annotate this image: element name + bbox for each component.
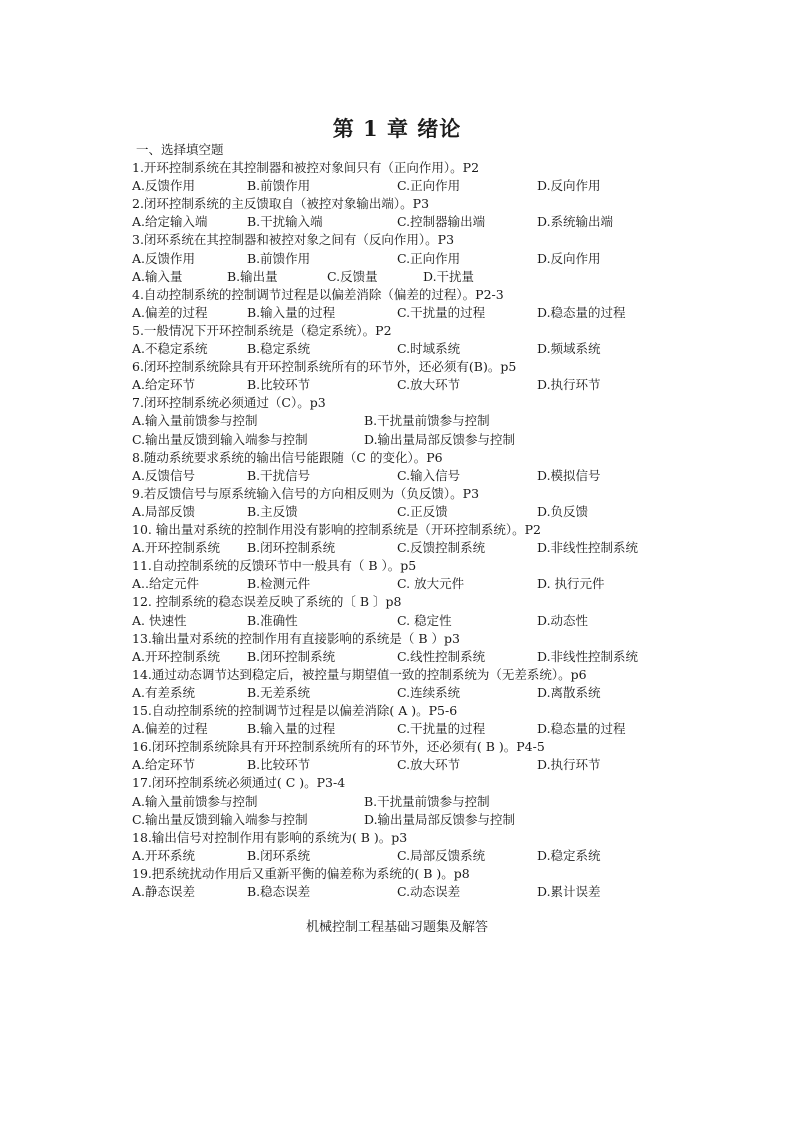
option-d: D.执行环节 xyxy=(537,757,601,773)
question-text: 7.闭环控制系统必须通过（C）。p3 xyxy=(132,395,326,411)
option-b: B.闭环控制系统 xyxy=(247,648,336,664)
option-b: B.比较环节 xyxy=(247,377,311,393)
section-heading: 一、选择填空题 xyxy=(136,142,224,157)
option-c: C.连续系统 xyxy=(397,684,461,700)
option-c: C.干扰量的过程 xyxy=(397,304,486,320)
question-text: 8.随动系统要求系统的输出信号能跟随（C 的变化）。P6 xyxy=(132,449,443,465)
question-text: 5.一般情况下开环控制系统是（稳定系统）。P2 xyxy=(132,322,392,338)
option-d: D.非线性控制系统 xyxy=(537,648,639,664)
option-c: C.正向作用 xyxy=(397,178,461,194)
option-c: C.局部反馈系统 xyxy=(397,847,486,863)
question-text: 1.开环控制系统在其控制器和被控对象间只有（正向作用）。P2 xyxy=(132,160,480,175)
option-c: C.反馈量 xyxy=(327,268,378,284)
option-b: B.输入量的过程 xyxy=(247,304,336,320)
option-c: C.正反馈 xyxy=(397,503,448,519)
option-a: A.偏差的过程 xyxy=(132,304,208,320)
option-d: D.稳定系统 xyxy=(537,847,601,863)
option-c: C.正向作用 xyxy=(397,250,461,266)
option-b: B.准确性 xyxy=(247,612,298,628)
option-b: B.主反馈 xyxy=(247,503,298,519)
option-c: C. 放大元件 xyxy=(397,576,465,592)
option-b: B.检测元件 xyxy=(247,576,311,592)
option-b: D.输出量局部反馈参与控制 xyxy=(364,431,516,447)
question-text: 3.闭环系统在其控制器和被控对象之间有（反向作用）。P3 xyxy=(132,232,455,248)
option-b: B.前馈作用 xyxy=(247,178,311,194)
option-c: C. 稳定性 xyxy=(397,612,452,628)
option-a: A.反馈信号 xyxy=(132,467,196,483)
option-a: A.反馈作用 xyxy=(132,178,196,194)
question-text: 9.若反馈信号与原系统输入信号的方向相反则为（负反馈）。P3 xyxy=(132,485,480,501)
question-text: 15.自动控制系统的控制调节过程是以偏差消除( A )。P5-6 xyxy=(132,703,458,718)
question-text: 12. 控制系统的稳态误差反映了系统的〔 B 〕p8 xyxy=(132,594,402,610)
option-c: C.控制器输出端 xyxy=(397,214,486,230)
question-text: 16.闭环控制系统除具有开环控制系统所有的环节外，还必须有( B )。P4-5 xyxy=(132,739,545,755)
option-a: A.开环系统 xyxy=(132,847,196,863)
option-c: C.线性控制系统 xyxy=(397,648,486,664)
question-text: 4.自动控制系统的控制调节过程是以偏差消除（偏差的过程）。P2-3 xyxy=(132,286,504,302)
option-a: C.输出量反馈到输入端参与控制 xyxy=(132,811,308,827)
option-a: A.偏差的过程 xyxy=(132,721,208,737)
question-text: 11.自动控制系统的反馈环节中一般具有（ B ）。p5 xyxy=(132,558,417,574)
option-d: D.非线性控制系统 xyxy=(537,540,639,556)
option-a: A.输入量前馈参与控制 xyxy=(132,793,258,809)
question-text: 14.通过动态调节达到稳定后，被控量与期望值一致的控制系统为（无差系统）。p6 xyxy=(132,666,587,682)
option-b: B.稳态误差 xyxy=(247,884,311,899)
option-b: B.闭环系统 xyxy=(247,847,311,863)
question-text: 17.闭环控制系统必须通过( C )。P3-4 xyxy=(132,775,346,791)
option-b: B.输出量 xyxy=(227,268,278,284)
option-b: B.干扰信号 xyxy=(247,467,311,483)
option-b: B.稳定系统 xyxy=(247,341,311,356)
option-d: D.稳态量的过程 xyxy=(537,721,626,737)
option-d: D.频域系统 xyxy=(537,341,601,356)
option-a: A.开环控制系统 xyxy=(132,648,221,664)
option-b: B.比较环节 xyxy=(247,757,311,773)
footer-caption: 机械控制工程基础习题集及解答 xyxy=(305,920,488,935)
option-c: C.时域系统 xyxy=(397,341,461,356)
option-b: B.干扰量前馈参与控制 xyxy=(364,413,490,429)
option-a: C.输出量反馈到输入端参与控制 xyxy=(132,431,308,447)
option-d: D.反向作用 xyxy=(537,178,601,194)
option-b: B.无差系统 xyxy=(247,684,311,700)
option-c: C.干扰量的过程 xyxy=(397,721,486,737)
option-b: B.干扰量前馈参与控制 xyxy=(364,793,490,809)
option-a: A.静态误差 xyxy=(132,884,196,899)
option-d: D.干扰量 xyxy=(423,268,475,284)
option-a: A.有差系统 xyxy=(132,684,196,700)
option-a: A.给定环节 xyxy=(132,377,196,393)
option-c: C.动态误差 xyxy=(397,884,461,899)
option-a: A.输入量前馈参与控制 xyxy=(132,413,258,429)
question-text: 19.把系统扰动作用后又重新平衡的偏差称为系统的( B )。p8 xyxy=(132,865,470,881)
question-text: 2.闭环控制系统的主反馈取自（被控对象输出端）。P3 xyxy=(132,196,430,212)
option-d: D.离散系统 xyxy=(537,684,601,700)
question-text: 18.输出信号对控制作用有影响的系统为( B )。p3 xyxy=(132,829,408,845)
option-c: C.输入信号 xyxy=(397,467,461,483)
option-d: D.模拟信号 xyxy=(537,467,601,483)
question-text: 6.闭环控制系统除具有开环控制系统所有的环节外，还必须有(B)。p5 xyxy=(132,359,517,375)
option-a: A.局部反馈 xyxy=(132,503,196,519)
option-d: D.系统输出端 xyxy=(537,214,614,230)
option-d: D.动态性 xyxy=(537,612,589,628)
option-a: A.反馈作用 xyxy=(132,250,196,266)
option-b: D.输出量局部反馈参与控制 xyxy=(364,811,516,827)
option-d: D.执行环节 xyxy=(537,377,601,393)
option-d: D.累计误差 xyxy=(537,884,601,899)
option-d: D.稳态量的过程 xyxy=(537,304,626,320)
option-c: C.放大环节 xyxy=(397,757,461,773)
option-d: D. 执行元件 xyxy=(537,576,605,592)
option-d: D.反向作用 xyxy=(537,250,601,266)
option-a: A.开环控制系统 xyxy=(132,540,221,556)
option-b: B.干扰输入端 xyxy=(247,214,323,230)
option-c: C.放大环节 xyxy=(397,377,461,393)
option-a: A.给定环节 xyxy=(132,757,196,773)
option-a: A.输入量 xyxy=(132,268,183,284)
question-text: 13.输出量对系统的控制作用有直接影响的系统是（ B ）p3 xyxy=(132,630,460,646)
option-a: A.给定输入端 xyxy=(132,214,208,230)
option-d: D.负反馈 xyxy=(537,503,589,519)
option-a: A..给定元件 xyxy=(132,576,199,592)
chapter-title: 第 1 章 绪论 xyxy=(332,116,462,141)
option-b: B.输入量的过程 xyxy=(247,721,336,737)
question-text: 10. 输出量对系统的控制作用没有影响的控制系统是（开环控制系统）。P2 xyxy=(132,522,541,537)
option-b: B.闭环控制系统 xyxy=(247,540,336,556)
option-b: B.前馈作用 xyxy=(247,250,311,266)
option-a: A. 快速性 xyxy=(132,612,187,628)
option-a: A.不稳定系统 xyxy=(132,341,208,356)
option-c: C.反馈控制系统 xyxy=(397,540,486,556)
